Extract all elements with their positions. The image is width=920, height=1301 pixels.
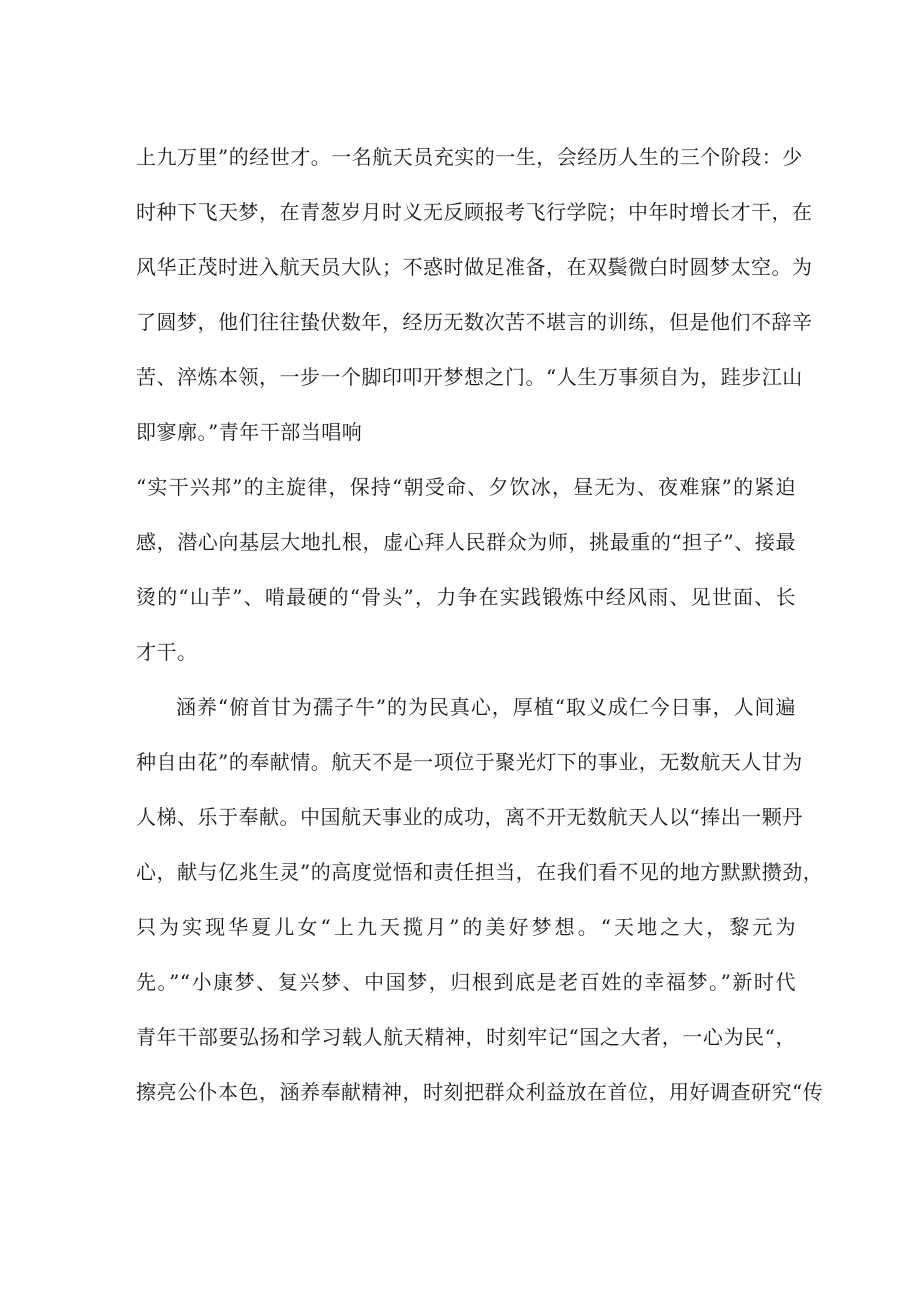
text-line: 风华正茂时进入航天员大队；不惑时做足准备，在双鬓微白时圆梦太空。为 (136, 255, 813, 279)
text-line: 人梯、乐于奉献。中国航天事业的成功，离不开无数航天人以“捧出一颗丹 (136, 805, 803, 829)
text-line: 苦、淬炼本领，一步一个脚印叩开梦想之门。“人生万事须自为，跬步江山 (136, 365, 803, 389)
text-line: 了圆梦，他们往往蛰伏数年，经历无数次苦不堪言的训练，但是他们不辞辛 (136, 310, 813, 334)
text-line: 心，献与亿兆生灵”的高度觉悟和责任担当，在我们看不见的地方默默攒劲， (136, 860, 824, 884)
text-line: 上九万里”的经世才。一名航天员充实的一生，会经历人生的三个阶段：少 (136, 145, 803, 169)
text-line: 感，潜心向基层大地扎根，虚心拜人民群众为师，挑最重的“担子”、接最 (136, 530, 796, 554)
text-line: 烫的“山芋”、啃最硬的“骨头”，力争在实践锻炼中经风雨、见世面、长 (136, 585, 796, 609)
text-line: 只为实现华夏儿女“上九天揽月”的美好梦想。“天地之大，黎元为 (136, 915, 796, 939)
text-line: 时种下飞天梦，在青葱岁月时义无反顾报考飞行学院；中年时增长才干，在 (136, 200, 813, 224)
paragraph-first-line: 涵养“俯首甘为孺子牛”的为民真心，厚植“取义成仁今日事，人间遍 (176, 695, 796, 719)
text-line: “实干兴邦”的主旋律，保持“朝受命、夕饮冰，昼无为、夜难寐”的紧迫 (136, 475, 796, 499)
text-line: 种自由花”的奉献情。航天不是一项位于聚光灯下的事业，无数航天人甘为 (136, 750, 803, 774)
text-line: 擦亮公仆本色，涵养奉献精神，时刻把群众利益放在首位，用好调查研究“传 (136, 1080, 824, 1104)
text-line: 青年干部要弘扬和学习载人航天精神，时刻牢记“国之大者，一心为民“， (136, 1025, 796, 1049)
text-line: 即寥廓。”青年干部当唱响 (136, 420, 363, 444)
text-line: 先。”“小康梦、复兴梦、中国梦，归根到底是老百姓的幸福梦。”新时代 (136, 970, 796, 994)
text-line: 才干。 (136, 640, 198, 664)
